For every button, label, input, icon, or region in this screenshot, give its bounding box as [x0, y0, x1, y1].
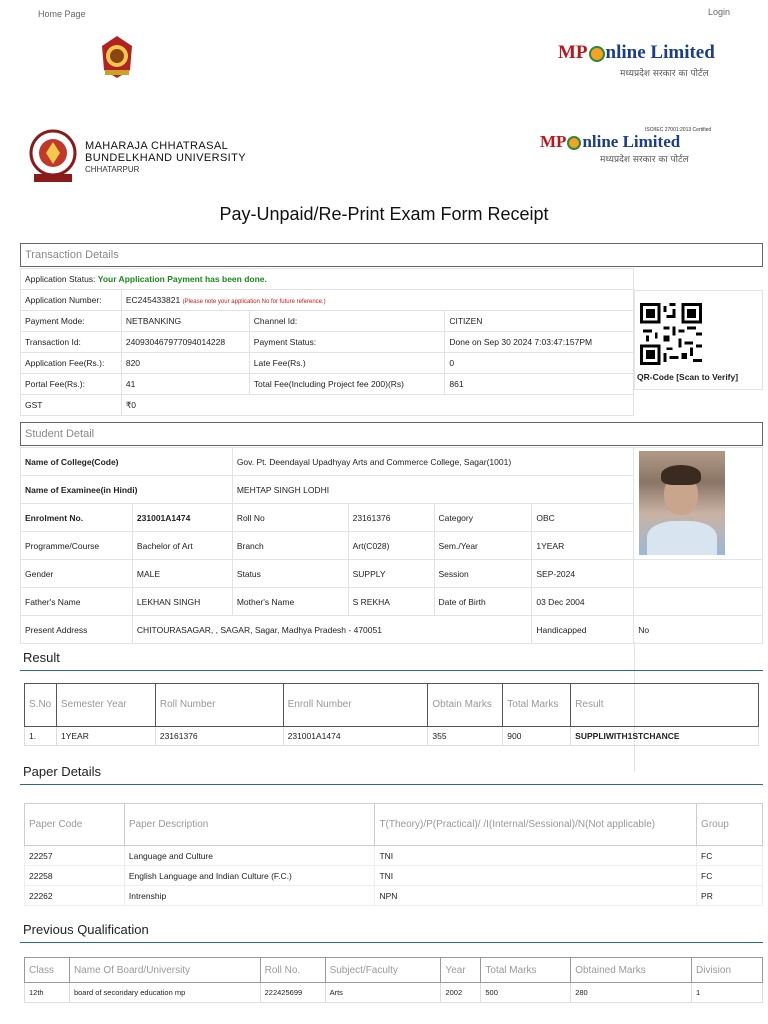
university-emblem-icon — [96, 34, 138, 80]
application-number-label: Application Number: — [21, 290, 122, 311]
university-name: MAHARAJA CHHATRASAL BUNDELKHAND UNIVERSITY CHHATARPUR — [85, 140, 246, 174]
column-header: Result — [571, 684, 759, 727]
table-row: 1. 1YEAR 23161376 231001A1474 355 900 SUPPLIWITH1STCHANCE — [25, 727, 759, 746]
dob-value: 03 Dec 2004 — [532, 588, 634, 616]
result-table — [24, 683, 759, 746]
column-header: Division — [692, 958, 763, 983]
table-header-row — [25, 684, 759, 727]
column-header: S.No — [25, 684, 57, 727]
enrolment-value: 231001A1474 — [132, 504, 232, 532]
table-row: 22262 Intrenship NPN PR — [25, 886, 763, 906]
table-row — [21, 374, 634, 395]
branch-value: Art(C028) — [348, 532, 434, 560]
session-label: Session — [434, 560, 532, 588]
column-header: Obtained Marks — [571, 958, 692, 983]
column-header: Class — [25, 958, 70, 983]
gender-label: Gender — [21, 560, 133, 588]
sem-year-value: 1YEAR — [532, 532, 634, 560]
column-header: T(Theory)/P(Practical)/ /I(Internal/Sessional)/N(Not applicable) — [375, 804, 697, 846]
table-row — [21, 332, 634, 353]
application-status-value: Your Application Payment has been done. — [97, 274, 267, 284]
column-header: Name Of Board/University — [69, 958, 260, 983]
table-row — [21, 311, 634, 332]
login-link[interactable]: Login — [708, 7, 731, 17]
column-header: Group — [697, 804, 763, 846]
channel-id-value: CITIZEN — [445, 311, 634, 332]
college-label: Name of College(Code) — [21, 448, 233, 476]
result-heading: Result — [23, 650, 60, 665]
gst-label: GST — [21, 395, 122, 416]
gst-value: ₹0 — [121, 395, 633, 416]
examinee-name-label: Name of Examinee(in Hindi) — [21, 476, 233, 504]
previous-qualification-heading: Previous Qualification — [23, 922, 149, 937]
status-value: SUPPLY — [348, 560, 434, 588]
category-label: Category — [434, 504, 532, 532]
handicapped-value: No — [634, 616, 763, 644]
column-header: Total Marks — [481, 958, 571, 983]
application-number-note: (Please note your application No for future reference.) — [182, 299, 326, 305]
column-header: Roll Number — [155, 684, 283, 727]
total-fee-value: 861 — [445, 374, 634, 395]
total-fee-label: Total Fee(Including Project fee 200)(Rs) — [249, 374, 445, 395]
table-row: 12th board of secondary education mp 222425699 Arts 2002 500 280 1 — [25, 983, 763, 1003]
gender-value: MALE — [132, 560, 232, 588]
transaction-id-value: 240930467977094014228 — [121, 332, 249, 353]
mponline-globe-icon — [589, 46, 605, 62]
column-header: Subject/Faculty — [325, 958, 441, 983]
transaction-details-heading: Transaction Details — [20, 243, 763, 267]
address-value: CHITOURASAGAR, , SAGAR, Sagar, Madhya Pradesh - 470051 — [132, 616, 531, 644]
programme-value: Bachelor of Art — [132, 532, 232, 560]
column-header: Roll No. — [260, 958, 325, 983]
result-value: SUPPLIWITH1STCHANCE — [571, 727, 759, 746]
mother-name-label: Mother's Name — [232, 588, 348, 616]
sem-year-label: Sem./Year — [434, 532, 532, 560]
table-header-row — [25, 958, 763, 983]
roll-no-label: Roll No — [232, 504, 348, 532]
column-header: Total Marks — [503, 684, 571, 727]
column-header: Paper Description — [124, 804, 375, 846]
previous-qualification-divider — [20, 942, 763, 943]
column-header: Semester Year — [56, 684, 155, 727]
top-nav — [0, 0, 768, 28]
table-row: 22258 English Language and Indian Culture (F.C.) TNI FC — [25, 866, 763, 886]
paper-details-heading: Paper Details — [23, 764, 102, 779]
address-label: Present Address — [21, 616, 133, 644]
paper-details-table — [24, 803, 763, 906]
mponline-tagline-top: मध्यप्रदेश सरकार का पोर्टल — [620, 69, 709, 79]
college-value: Gov. Pt. Deendayal Upadhyay Arts and Commerce College, Sagar(1001) — [232, 448, 633, 476]
table-row — [21, 269, 634, 290]
examinee-name-value: MEHTAP SINGH LODHI — [232, 476, 633, 504]
table-row — [21, 395, 634, 416]
roll-no-value: 23161376 — [348, 504, 434, 532]
session-value: SEP-2024 — [532, 560, 634, 588]
enrolment-label: Enrolment No. — [21, 504, 133, 532]
father-name-value: LEKHAN SINGH — [132, 588, 232, 616]
column-header: Obtain Marks — [428, 684, 503, 727]
payment-mode-value: NETBANKING — [121, 311, 249, 332]
category-value: OBC — [532, 504, 634, 532]
table-row: 22257 Language and Culture TNI FC — [25, 846, 763, 866]
application-fee-value: 820 — [121, 353, 249, 374]
mponline-tagline-receipt: मध्यप्रदेश सरकार का पोर्टल — [600, 155, 689, 165]
transaction-id-label: Transaction Id: — [21, 332, 122, 353]
mother-name-value: S REKHA — [348, 588, 434, 616]
handicapped-label: Handicapped — [532, 616, 634, 644]
column-header: Year — [441, 958, 481, 983]
branch-label: Branch — [232, 532, 348, 560]
qr-code-label: QR-Code [Scan to Verify] — [637, 372, 739, 382]
late-fee-label: Late Fee(Rs.) — [249, 353, 445, 374]
mponline-logo-top: MP nline Limited — [558, 42, 715, 63]
mponline-globe-icon — [567, 136, 581, 150]
channel-id-label: Channel Id: — [249, 311, 445, 332]
page-title: Pay-Unpaid/Re-Print Exam Form Receipt — [219, 204, 549, 224]
table-row — [21, 290, 634, 311]
late-fee-value: 0 — [445, 353, 634, 374]
portal-fee-value: 41 — [121, 374, 249, 395]
application-status-label: Application Status: — [25, 274, 96, 284]
payment-status-value: Done on Sep 30 2024 7:03:47:157PM — [445, 332, 634, 353]
dob-label: Date of Birth — [434, 588, 532, 616]
mponline-certification: ISO/IEC 27001:2013 Certified — [645, 127, 712, 133]
transaction-table — [20, 268, 634, 416]
result-divider — [20, 670, 763, 671]
column-header: Paper Code — [25, 804, 125, 846]
table-row — [21, 560, 763, 588]
table-row — [21, 616, 763, 644]
application-number-value: EC245433821 — [125, 295, 181, 305]
home-page-link[interactable]: Home Page — [38, 9, 86, 19]
previous-qualification-table — [24, 957, 763, 1003]
student-photo — [639, 451, 725, 555]
university-seal-icon — [28, 128, 78, 186]
status-label: Status — [232, 560, 348, 588]
payment-mode-label: Payment Mode: — [21, 311, 122, 332]
table-row — [21, 588, 763, 616]
application-fee-label: Application Fee(Rs.): — [21, 353, 122, 374]
mponline-logo-receipt: MP nline Limited — [540, 132, 681, 151]
qr-code-icon — [640, 303, 702, 365]
payment-status-label: Payment Status: — [249, 332, 445, 353]
father-name-label: Father's Name — [21, 588, 133, 616]
paper-details-divider — [20, 784, 763, 785]
student-detail-heading: Student Detail — [20, 422, 763, 446]
table-header-row — [25, 804, 763, 846]
column-header: Enroll Number — [283, 684, 428, 727]
portal-fee-label: Portal Fee(Rs.): — [21, 374, 122, 395]
programme-label: Programme/Course — [21, 532, 133, 560]
table-row — [21, 353, 634, 374]
